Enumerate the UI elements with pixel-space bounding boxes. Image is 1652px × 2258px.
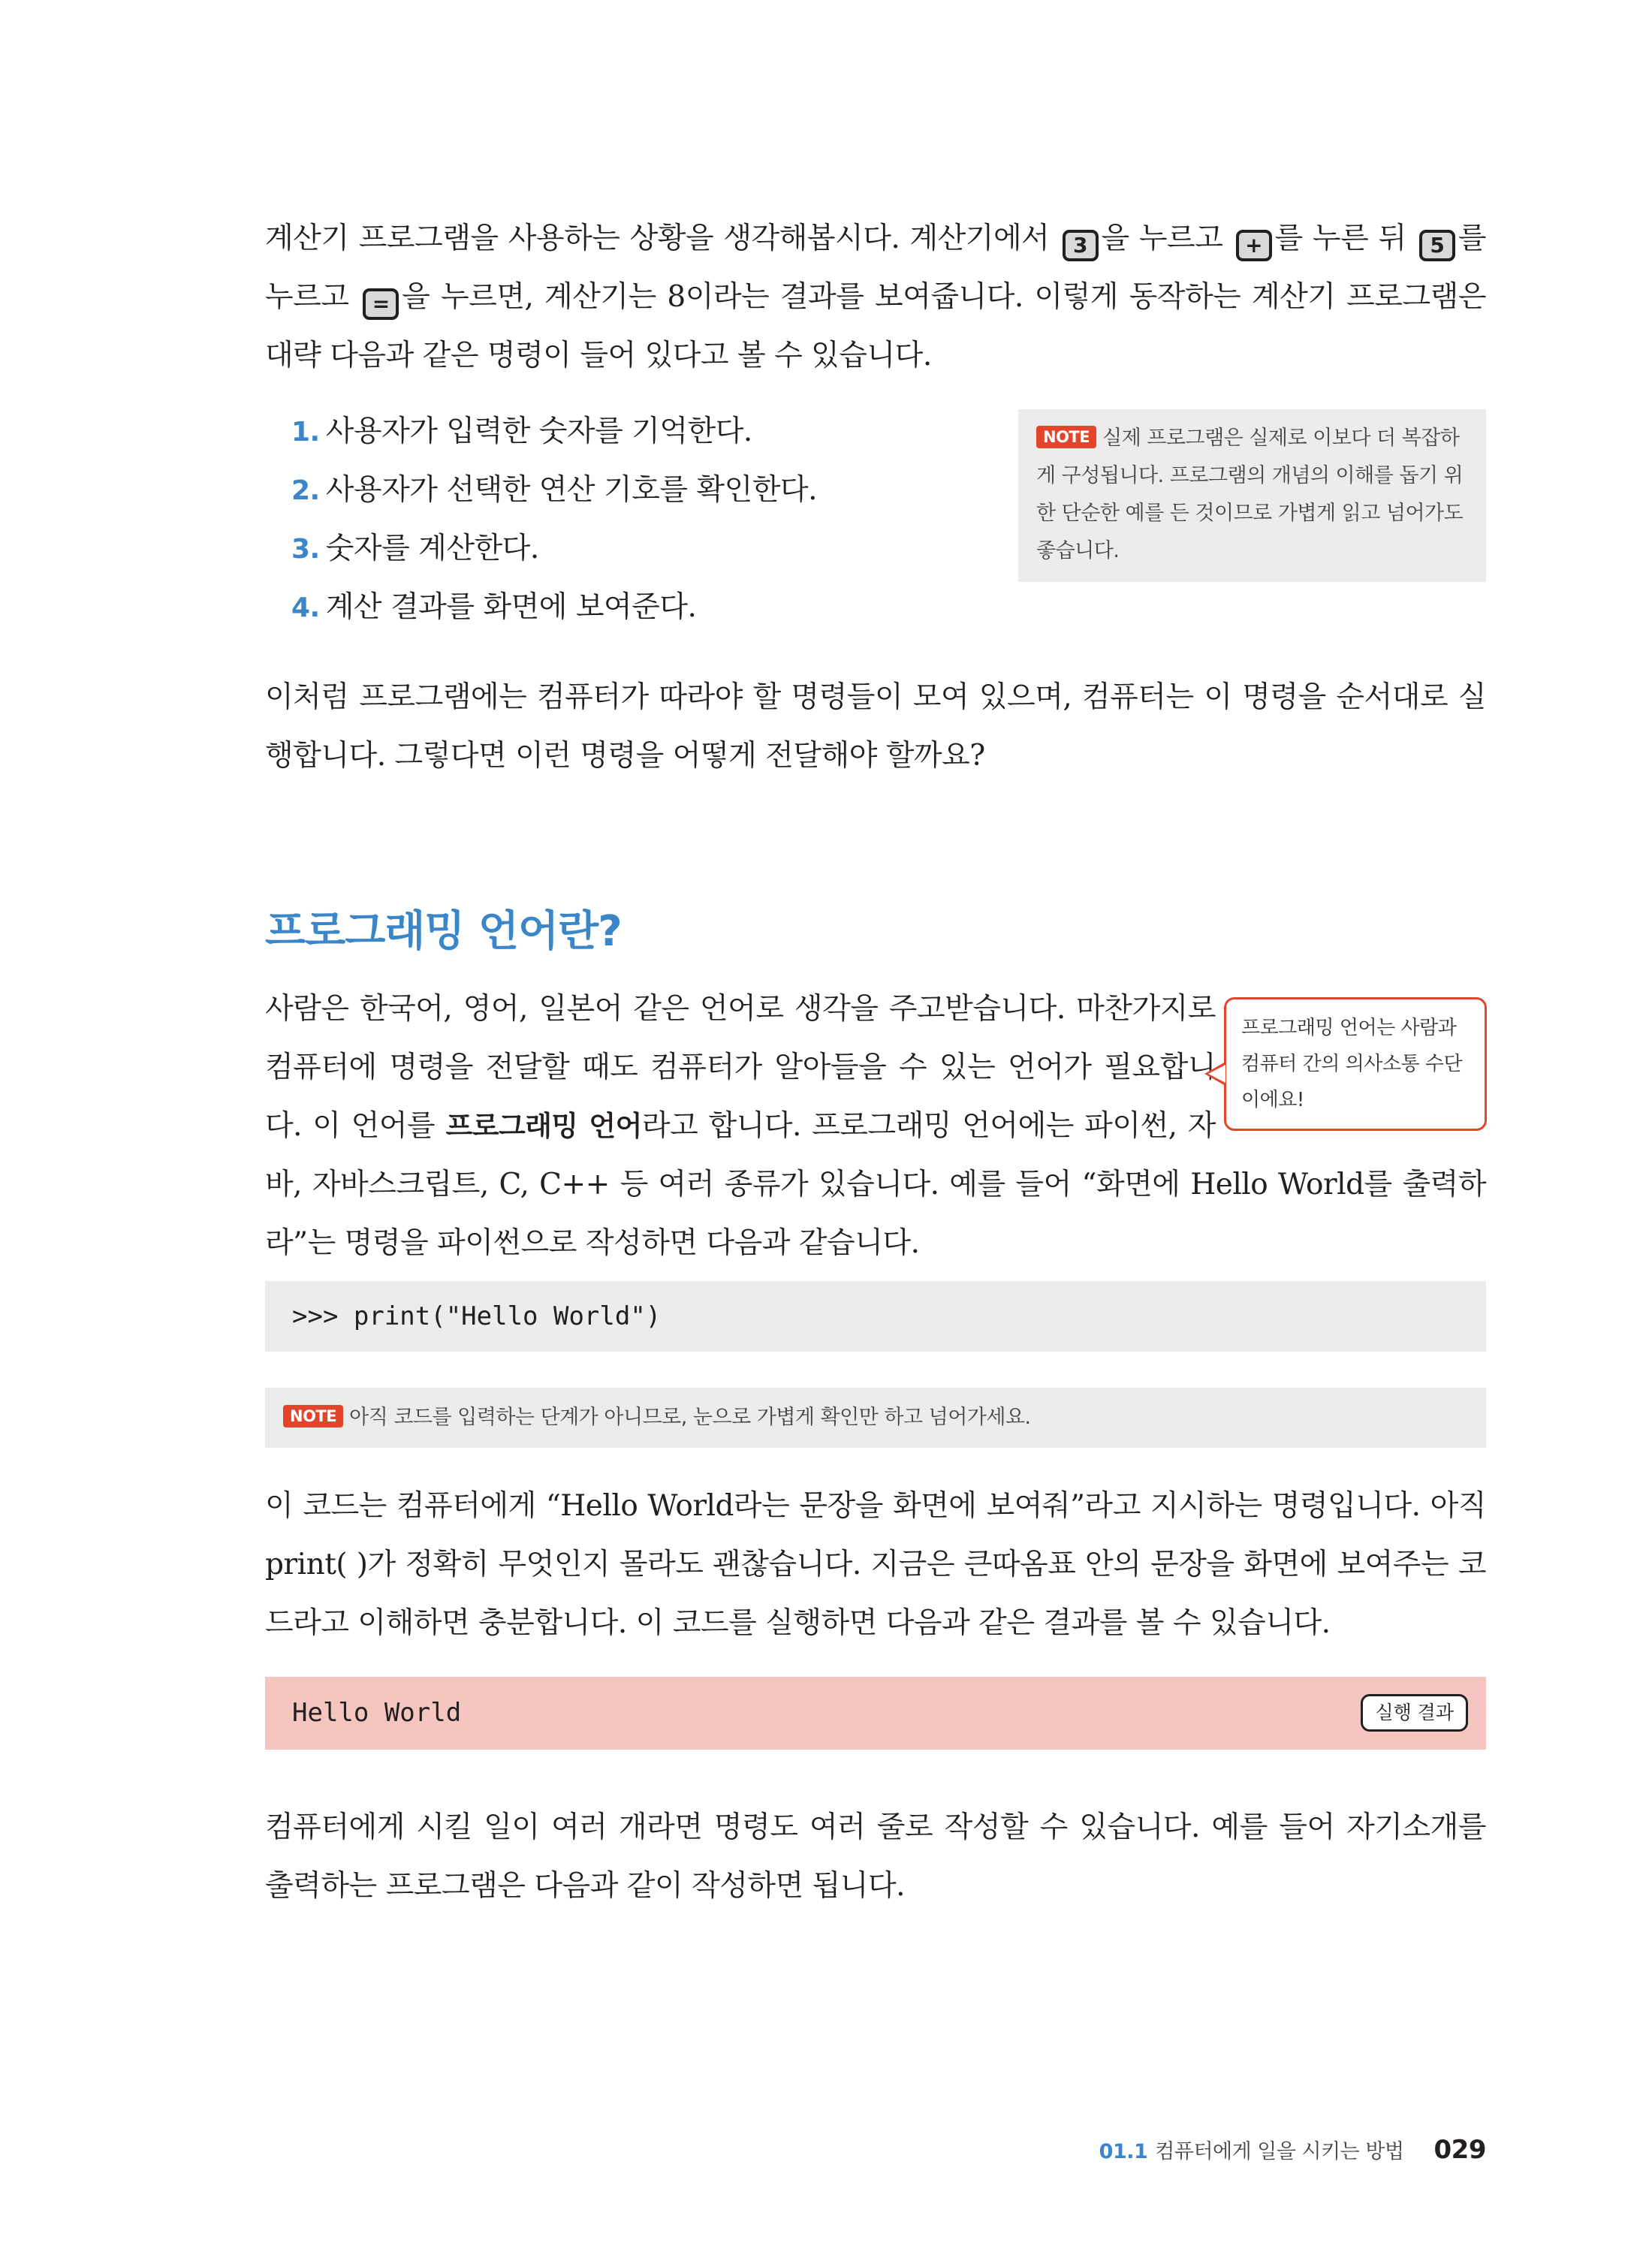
callout-tail-inner [1208,1065,1225,1083]
list-item [291,520,817,578]
speech-callout: 프로그래밍 언어는 사람과 컴퓨터 간의 의사소통 수단이에요! [1224,997,1487,1131]
list-item [291,461,817,520]
key-5-icon: 5 [1419,230,1455,261]
footer-chapter: 01.1 [1099,2140,1148,2163]
list-item [291,578,817,637]
section-title: 프로그래밍 언어란? [265,907,622,956]
note-text: 실제 프로그램은 실제로 이보다 더 복잡하게 구성됩니다. 프로그램의 개념의 이해를 돕기 위한 단순한 예를 든 것이므로 가볍게 읽고 넘어가도 좋습니다. [1036,427,1464,562]
page-number: 029 [1433,2135,1486,2165]
step-list [291,402,817,637]
step-text: 계산 결과를 화면에 보여준다. [325,590,697,624]
bold-term: 프로그래밍 언어 [445,1110,642,1142]
list-item [291,402,817,461]
intro-text-5: 을 누르면, 계산기는 8이라는 결과를 보여줍니다. 이렇게 동작하는 계산기 프로그램은 대략 다음과 같은 명령이 들어 있다고 볼 수 있습니다. [265,280,1486,372]
paragraph-code-explanation: 이 코드는 컴퓨터에게 “Hello World라는 문장을 화면에 보여줘”라고 지시하는 명령입니다. 아직 print( )가 정확히 무엇인지 몰라도 괜찮습니다. 지금은 큰따옴표 안의 문장을 화면에 보여주는 코드라고 이해하면 충분합니다. 이 코드를 실행하면 다음과 같은 결과를 볼 수 있습니다. [265,1489,1486,1640]
key-3-icon: 3 [1063,230,1099,261]
intro-text-1: 계산기 프로그램을 사용하는 상황을 생각해봅시다. 계산기에서 [265,222,1060,255]
page-footer [1099,2131,1486,2169]
intro-paragraph [265,210,1486,385]
note-bar [265,1388,1486,1448]
result-block [265,1677,1486,1750]
step-number: 1. [291,417,320,448]
footer-title: 컴퓨터에게 일을 시키는 방법 [1155,2140,1404,2163]
paragraph-multiline: 컴퓨터에게 시킬 일이 여러 개라면 명령도 여러 줄로 작성할 수 있습니다. 예를 들어 자기소개를 출력하는 프로그램은 다음과 같이 작성하면 됩니다. [265,1810,1486,1903]
step-number: 4. [291,592,320,623]
intro-text-3: 를 누른 뒤 [1274,222,1416,255]
note-badge: NOTE [283,1405,343,1427]
paragraph-commands: 이처럼 프로그램에는 컴퓨터가 따라야 할 명령들이 모여 있으며, 컴퓨터는 이 명령을 순서대로 실행합니다. 그렇다면 이런 명령을 어떻게 전달해야 할까요? [265,680,1486,773]
note-text: 아직 코드를 입력하는 단계가 아니므로, 눈으로 가볍게 확인만 하고 넘어가세요. [349,1406,1031,1429]
step-text: 사용자가 선택한 연산 기호를 확인한다. [325,473,818,507]
step-number: 2. [291,475,320,506]
para3-text-1: 사람은 한국어, 영어, 일본어 같은 언어로 생각을 주고받습니다. 마찬가지로 컴퓨터에 명령을 전달할 때도 컴퓨터가 알아들을 수 있는 언어가 필요합니다. 이 언어를 [265,992,1216,1143]
step-text: 숫자를 계산한다. [325,532,539,565]
step-text: 사용자가 입력한 숫자를 기억한다. [325,415,752,448]
result-badge: 실행 결과 [1361,1694,1468,1732]
intro-text-4: 를 누르고 [265,222,1486,314]
step-number: 3. [291,534,320,565]
note-box [1018,409,1486,582]
note-badge: NOTE [1036,426,1096,448]
key-equals-icon: = [363,288,399,320]
intro-text-2: 을 누르고 [1101,222,1233,255]
key-plus-icon: + [1236,230,1272,261]
result-output: Hello World [292,1698,462,1728]
para3-text-2: 라고 합니다. 프로그래밍 언어에는 파이썬, 자바, 자바스크립트, C, C++ 등 여러 종류가 있습니다. 예를 들어 “화면에 Hello World를 출력하라”는 명령을 파이썬으로 작성하면 다음과 같습니다. [265,1109,1486,1260]
code-block: >>> print("Hello World") [265,1281,1486,1352]
